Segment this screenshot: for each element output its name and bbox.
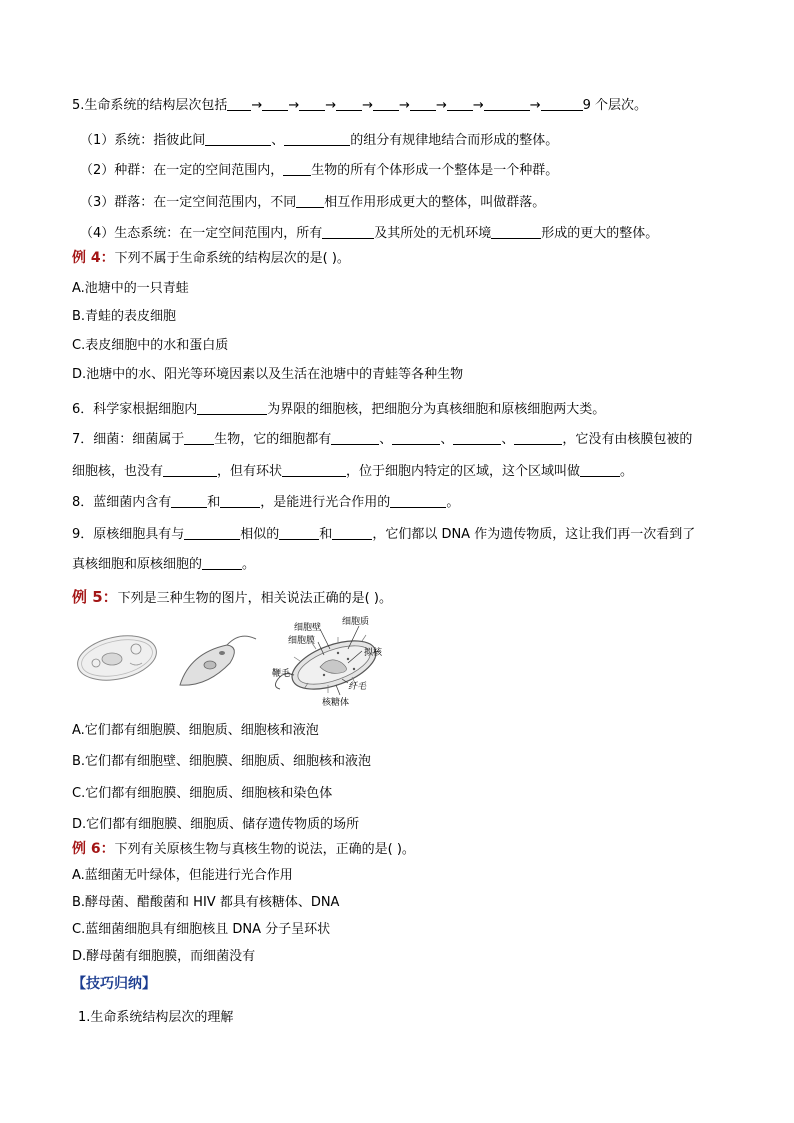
blank[interactable] [390, 495, 446, 508]
q7-line-1: 7．细菌：细菌属于 生物，它的细胞都有 、 、 、 ，它没有由核膜包被的 [72, 432, 693, 447]
paramecium-illustration [74, 629, 161, 687]
blank[interactable] [514, 432, 562, 445]
example5-option-d: D.它们都有细胞膜、细胞质、储存遗传物质的场所 [72, 817, 360, 832]
blank[interactable] [197, 402, 267, 415]
bacterium-illustration [272, 615, 383, 708]
blank[interactable] [541, 98, 583, 111]
example6-stem: 例 6：下列有关原核生物与真核生物的说法，正确的是( )。 [72, 841, 415, 857]
q5-community: （3）群落：在一定空间范围内，不同 相互作用形成更大的整体，叫做群落。 [80, 195, 546, 210]
blank[interactable] [184, 527, 240, 540]
cytoplasm-label: 细胞质 [342, 617, 370, 627]
blank[interactable] [392, 432, 440, 445]
blank[interactable] [336, 98, 362, 111]
euglena-illustration [180, 636, 256, 685]
blank[interactable] [283, 163, 311, 176]
q9-line-1: 9．原核细胞具有与 相似的 和 ，它们都以 DNA 作为遗传物质，这让我们再一次看到了 [72, 527, 696, 542]
pili-label: 纤毛 [348, 682, 367, 692]
blank[interactable] [205, 133, 271, 146]
q7-line-2: 细胞核，也没有 ，但有环状 ，位于细胞内特定的区域，这个区域叫做 。 [72, 464, 634, 479]
blank[interactable] [163, 464, 217, 477]
q5-population: （2）种群：在一定的空间范围内， 生物的所有个体形成一个整体是一个种群。 [80, 163, 559, 178]
example5-option-b: B.它们都有细胞壁、细胞膜、细胞质、细胞核和液泡 [72, 754, 372, 769]
q5-line: 5.生命系统的结构层次包括 → → → → → → → → 9 个层次。 [72, 98, 648, 113]
flagellum-label: 鞭毛 [272, 669, 291, 679]
example6-option-c: C.蓝细菌细胞具有细胞核且 DNA 分子呈环状 [72, 922, 331, 937]
q8-line: 8．蓝细菌内含有 和 ，是能进行光合作用的 。 [72, 495, 460, 510]
blank[interactable] [262, 98, 288, 111]
blank[interactable] [184, 432, 214, 445]
blank[interactable] [296, 195, 324, 208]
blank[interactable] [491, 226, 541, 239]
example5-option-a: A.它们都有细胞膜、细胞质、细胞核和液泡 [72, 723, 319, 738]
blank[interactable] [202, 557, 242, 570]
example4-option-a: A.池塘中的一只青蛙 [72, 281, 189, 296]
blank[interactable] [227, 98, 251, 111]
example6-option-b: B.酵母菌、醋酸菌和 HIV 都具有核糖体、DNA [72, 895, 340, 910]
blank[interactable] [484, 98, 530, 111]
ribosome-label: 核糖体 [322, 698, 350, 708]
tips-heading: 【技巧归纳】 [72, 976, 156, 992]
blank[interactable] [447, 98, 473, 111]
nucleoid-label: 拟核 [364, 648, 383, 658]
q5-ecosystem: （4）生态系统：在一定空间范围内，所有 及其所处的无机环境 形成的更大的整体。 [80, 226, 659, 241]
q9-line-2: 真核细胞和原核细胞的 。 [72, 557, 256, 572]
example4-option-c: C.表皮细胞中的水和蛋白质 [72, 338, 229, 353]
blank[interactable] [284, 133, 350, 146]
blank[interactable] [299, 98, 325, 111]
blank[interactable] [331, 432, 379, 445]
example4-stem: 例 4：下列不属于生命系统的结构层次的是( )。 [72, 250, 350, 266]
cell-membrane-label: 细胞膜 [288, 636, 316, 646]
blank[interactable] [322, 226, 374, 239]
example5-option-c: C.它们都有细胞膜、细胞质、细胞核和染色体 [72, 786, 333, 801]
blank[interactable] [220, 495, 260, 508]
blank[interactable] [171, 495, 207, 508]
blank[interactable] [279, 527, 319, 540]
q6-line: 6．科学家根据细胞内 为界限的细胞核，把细胞分为真核细胞和原核细胞两大类。 [72, 402, 606, 417]
blank[interactable] [580, 464, 620, 477]
example6-option-a: A.蓝细菌无叶绿体，但能进行光合作用 [72, 868, 293, 883]
blank[interactable] [453, 432, 501, 445]
cell-wall-label: 细胞壁 [294, 623, 322, 633]
blank[interactable] [282, 464, 346, 477]
blank[interactable] [332, 527, 372, 540]
example5-stem: 例 5：下列是三种生物的图片，相关说法正确的是( )。 [72, 588, 392, 606]
blank[interactable] [410, 98, 436, 111]
q5-system: （1）系统：指彼此间 、 的组分有规律地结合而形成的整体。 [80, 133, 559, 148]
tips-item-1: 1.生命系统结构层次的理解 [78, 1010, 234, 1025]
three-organisms-figure [72, 613, 392, 709]
example4-option-b: B.青蛙的表皮细胞 [72, 309, 177, 324]
blank[interactable] [373, 98, 399, 111]
example6-option-d: D.酵母菌有细胞膜，而细菌没有 [72, 949, 256, 964]
example4-option-d: D.池塘中的水、阳光等环境因素以及生活在池塘中的青蛙等各种生物 [72, 367, 464, 382]
